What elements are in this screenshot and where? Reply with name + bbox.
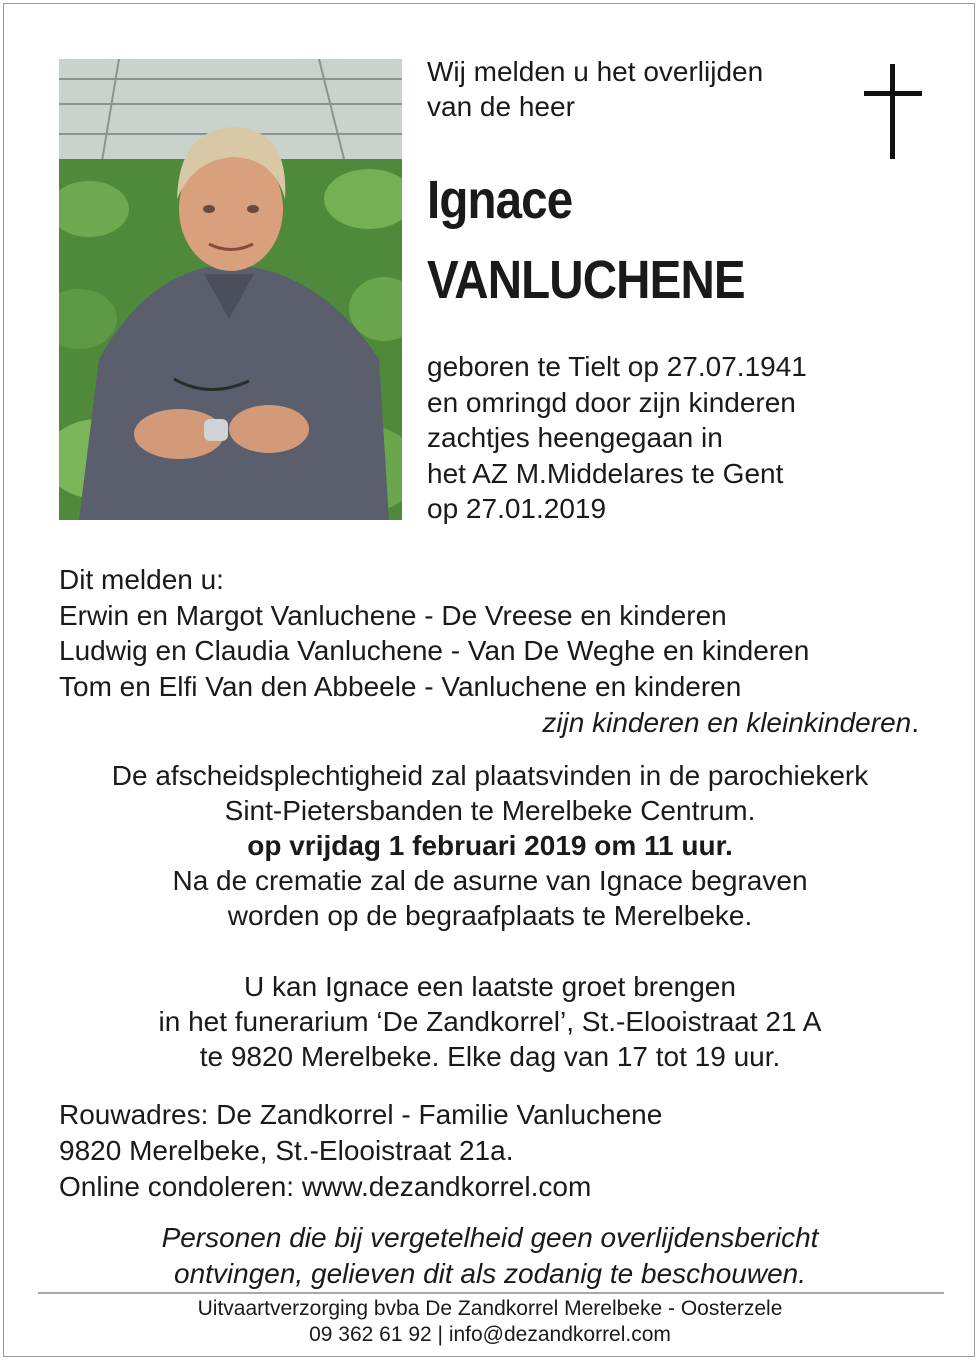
- notice-line: Personen die bij vergetelheid geen overlijdensbericht: [161, 1222, 819, 1253]
- detail-line: en omringd door zijn kinderen: [427, 386, 796, 418]
- visit-line: U kan Ignace een laatste groet brengen: [244, 971, 736, 1002]
- notice-line: ontvingen, gelieven dit als zodanig te beschouwen.: [174, 1258, 806, 1289]
- ceremony-date: op vrijdag 1 februari 2019 om 11 uur.: [247, 830, 733, 861]
- ceremony-line: Sint-Pietersbanden te Merelbeke Centrum.: [224, 795, 756, 826]
- family-closing-text: zijn kinderen en kleinkinderen: [542, 706, 912, 738]
- birth-death-details: [427, 349, 807, 527]
- address-line: Online condoleren: www.dezandkorrel.com: [59, 1171, 592, 1202]
- family-line: Tom en Elfi Van den Abbeele - Vanluchene en kinderen: [59, 671, 742, 703]
- cross-icon: [864, 64, 922, 159]
- detail-line: op 27.01.2019: [427, 493, 607, 524]
- ceremony-line: Na de crematie zal de asurne van Ignace begraven: [172, 865, 808, 896]
- family-closing-punct: .: [911, 706, 919, 738]
- visitation-details: [30, 969, 950, 1074]
- footer-contact: 09 362 61 92 | info@dezandkorrel.com: [309, 1323, 671, 1346]
- intro-text: [427, 54, 763, 124]
- funeral-home-footer: [30, 1296, 950, 1348]
- detail-line: geboren te Tielt op 27.07.1941: [427, 351, 807, 382]
- first-name: Ignace: [427, 170, 573, 230]
- visit-line: in het funerarium ‘De Zandkorrel’, St.-Elooistraat 21 A: [158, 1006, 822, 1037]
- detail-line: het AZ M.Middelares te Gent: [427, 457, 784, 489]
- deceased-name: [427, 160, 745, 320]
- detail-line: zachtjes heengegaan in: [427, 422, 723, 453]
- family-line: Ludwig en Claudia Vanluchene - Van De Weghe en kinderen: [59, 635, 810, 667]
- family-announcement: [59, 562, 919, 741]
- family-line: Erwin en Margot Vanluchene - De Vreese en kinderen: [59, 599, 727, 631]
- address-line: 9820 Merelbeke, St.-Elooistraat 21a.: [59, 1135, 514, 1166]
- ceremony-details: [30, 758, 950, 933]
- family-closing: [59, 705, 919, 741]
- family-heading: Dit melden u:: [59, 564, 224, 595]
- last-name: VANLUCHENE: [427, 250, 745, 310]
- intro-line: van de heer: [427, 91, 575, 122]
- ceremony-line: worden op de begraafplaats te Merelbeke.: [227, 900, 753, 931]
- intro-line: Wij melden u het overlijden: [427, 56, 764, 87]
- footer-line: Uitvaartverzorging bvba De Zandkorrel Merelbeke - Oosterzele: [197, 1297, 783, 1320]
- ceremony-line: De afscheidsplechtigheid zal plaatsvinden in de parochiekerk: [111, 760, 869, 791]
- mourning-address: [59, 1097, 662, 1205]
- notice-text: [30, 1220, 950, 1292]
- address-line: Rouwadres: De Zandkorrel - Familie Vanluchene: [59, 1099, 663, 1130]
- visit-line: te 9820 Merelbeke. Elke dag van 17 tot 19 uur.: [199, 1041, 781, 1072]
- footer-divider: [38, 1292, 944, 1294]
- portrait-photo: [59, 59, 402, 520]
